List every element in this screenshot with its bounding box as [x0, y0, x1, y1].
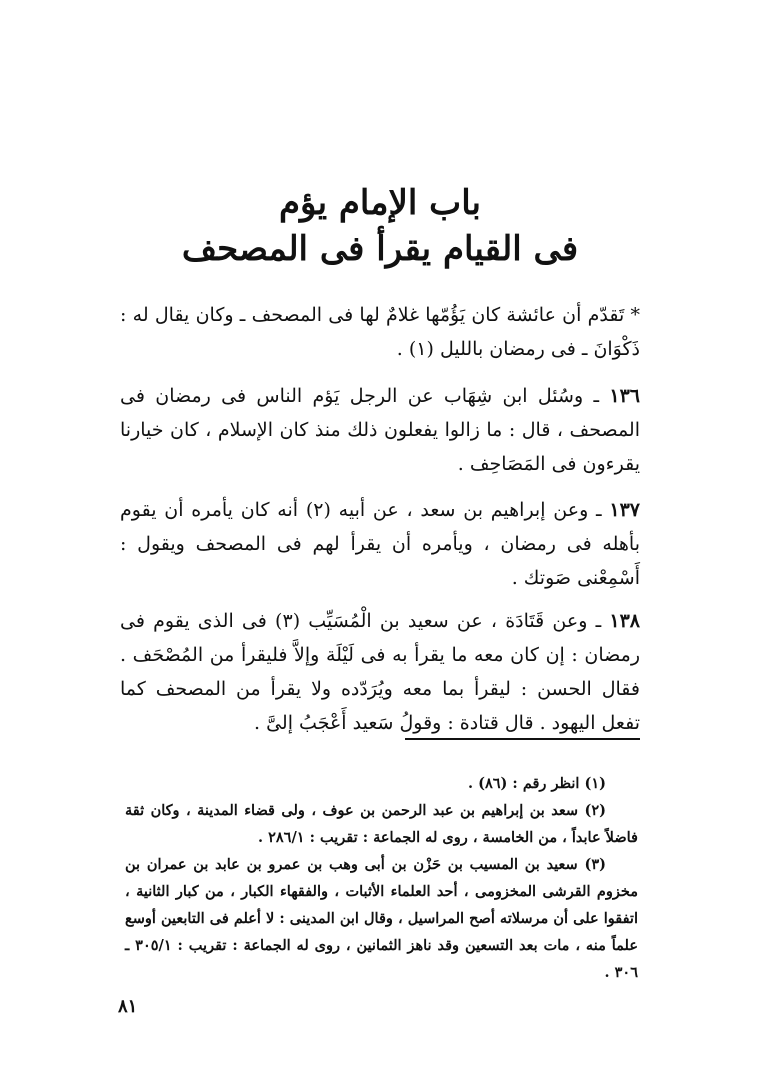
footnote-3: (٣) سعيد بن المسيب بن حَزْن بن أبى وهب بن عمرو بن عابد بن عمران بن مخزوم القرشى المخزومى ، أحد العلماء الأثبات ، والفقهاء الكبار ، من كبار الثانية ، اتفقوا على أن مرسلاته أصح المراسيل ، وقال ابن المدينى : لا أعلم فى التابعين أوسع علماً منه ، مات بعد التسعين وقد ناهز الثمانين ، روى له الجماعة : تقريب : ٣٠٥/١ ـ ٣٠٦ . [125, 856, 639, 981]
paragraph-text: ـ وسُئل ابن شِهَاب عن الرجل يَؤم الناس فى رمضان فى المصحف ، قال : ما زالوا يفعلون ذلك منذ كان الإسلام ، كان خيارنا يقرءون فى المَصَاحِف . [120, 385, 640, 475]
footnote-divider [405, 738, 640, 740]
paragraph-text: ـ وعن إبراهيم بن سعد ، عن أبيه (٢) أنه كان يأمره أن يقوم بأهله فى رمضان ، ويأمره أن يقرأ لهم فى المصحف ويقول : أَسْمِعْنى صَوتك . [120, 499, 640, 589]
footnotes [125, 770, 638, 986]
paragraph-number: ١٣٦ [609, 385, 640, 407]
paragraph-136 [120, 379, 640, 481]
paragraph-138 [120, 604, 640, 740]
footnote-2: (٢) سعد بن إبراهيم بن عبد الرحمن بن عوف ، ولى قضاء المدينة ، وكان ثقة فاضلاً عابداً ، من الخامسة ، روى له الجماعة : تقريب : ٢٨٦/١ . [125, 802, 638, 846]
page-number: ٨١ [118, 996, 138, 1017]
paragraph-text: ـ وعن قَتَادَة ، عن سعيد بن الْمُسَيِّب (٣) فى الذى يقوم فى رمضان : إن كان معه ما يقرأ به فى لَيْلَة وإلاَّ فليقرأ من المُصْحَف . فقال الحسن : ليقرأ بما معه ويُرَدّده ولا يقرأ من المصحف كما تفعل اليهود . قال قتادة : وقولُ سَعيد أَعْجَبُ إلىَّ . [120, 610, 640, 734]
paragraph-number: ١٣٧ [609, 499, 640, 521]
paragraph-text: * تَقدّم أن عائشة كان يَؤُمّها غلامٌ لها فى المصحف ـ وكان يقال له : ذَكْوَانَ ـ فى رمضان بالليل (١) . [120, 304, 640, 360]
paragraph-intro [120, 298, 640, 366]
footnote-1: (١) انظر رقم : (٨٦) . [467, 775, 606, 792]
paragraph-137 [120, 493, 640, 595]
paragraph-number: ١٣٨ [609, 610, 640, 632]
chapter-title-line2: فى القيام يقرأ فى المصحف [181, 229, 579, 269]
chapter-title-line1: باب الإمام يؤم [278, 183, 482, 223]
